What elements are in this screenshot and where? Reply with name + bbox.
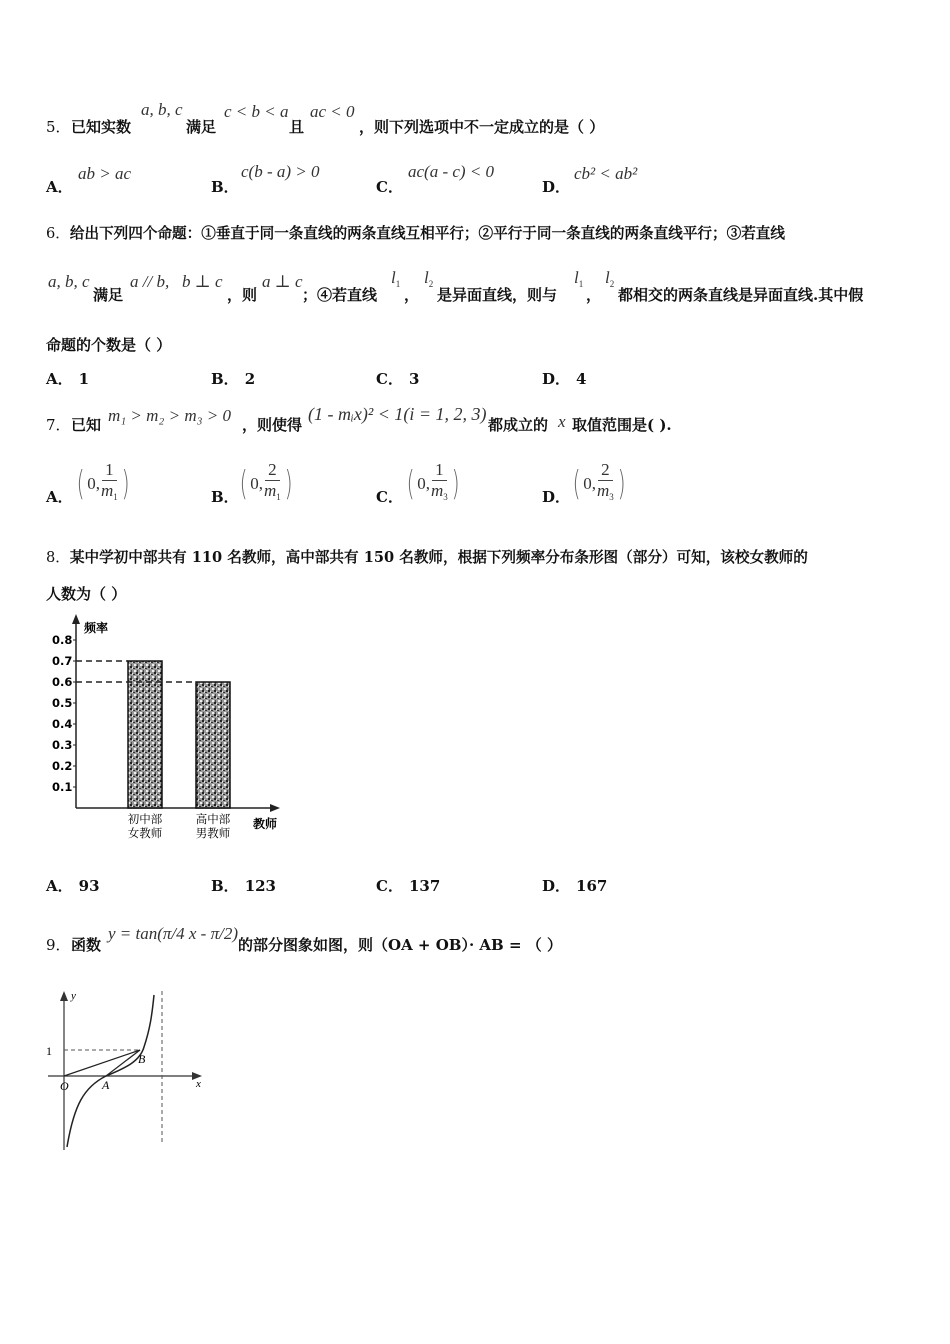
option-expr: c(b - a) > 0 bbox=[241, 162, 320, 181]
q6-text-satisfy: 满足 bbox=[93, 286, 124, 304]
chart-x-arrow bbox=[270, 804, 280, 812]
q9-post: 的部分图象如图，则（OA + OB）· AB = （ ） bbox=[238, 936, 562, 954]
label-x: x bbox=[196, 1078, 201, 1090]
q8-option-d[interactable] bbox=[542, 875, 607, 896]
segment-ob bbox=[64, 1050, 140, 1076]
q5-option-c[interactable] bbox=[376, 162, 536, 196]
q6-cond-result: a ⊥ c bbox=[262, 272, 303, 291]
chart-x-label: 教师 bbox=[253, 817, 278, 831]
chart-y-tick-label: 0.8 bbox=[52, 633, 73, 647]
q6-l2b: $l_2$ bbox=[605, 268, 615, 289]
y-axis-arrow bbox=[60, 991, 68, 1001]
q6-text-line1: 给出下列四个命题：①垂直于同一条直线的两条直线互相平行；②平行于同一条直线的两条直线平行；③若直线 bbox=[69, 225, 785, 242]
option-interval: ( 0, $\frac{2}{m_1}$ ) bbox=[239, 460, 293, 504]
q5-cond1: c < b < a bbox=[224, 102, 289, 121]
q5-vars: a, b, c bbox=[141, 100, 183, 119]
option-interval: ( 0, $\frac{2}{m_3}$ ) bbox=[572, 460, 626, 504]
q6-text-skew: 是异面直线，则与 bbox=[437, 286, 558, 304]
q7-stem bbox=[46, 402, 746, 442]
chart-category-label: 女教师 bbox=[127, 826, 163, 840]
q6-line1 bbox=[46, 222, 785, 243]
option-label: B． bbox=[211, 370, 239, 388]
q5-option-d[interactable] bbox=[542, 162, 702, 196]
q6-l1b: $l_1$ bbox=[574, 268, 584, 289]
q5-post: ，则下列选项中不一定成立的是（ ） bbox=[359, 118, 605, 136]
q6-text-then: ，则 bbox=[227, 286, 258, 304]
q8-line2: 人数为（ ） bbox=[46, 585, 127, 603]
q7-post1: 都成立的 bbox=[488, 416, 549, 434]
label-a: A bbox=[102, 1078, 110, 1092]
option-label: C． bbox=[376, 877, 403, 895]
option-expr: ab > ac bbox=[78, 164, 132, 183]
option-label: C． bbox=[376, 178, 403, 196]
q8-line1 bbox=[46, 546, 808, 567]
q7-cond: m₁ > m₂ > m₃ > 0 bbox=[108, 406, 231, 425]
frequency-bar-chart bbox=[46, 612, 286, 844]
option-label: A． bbox=[46, 370, 73, 388]
chart-bar bbox=[128, 661, 162, 808]
label-o: O bbox=[60, 1079, 69, 1093]
chart-y-tick-label: 0.7 bbox=[52, 654, 73, 668]
q7-inequality: (1 - mᵢx)² < 1(i = 1, 2, 3) bbox=[308, 404, 487, 424]
label-one: 1 bbox=[46, 1044, 52, 1058]
q7-mid: ，则使得 bbox=[242, 416, 303, 434]
q8-number: 8． bbox=[46, 549, 70, 566]
chart-category-label: 初中部 bbox=[127, 812, 163, 826]
option-value: 4 bbox=[576, 370, 587, 388]
q6-option-b[interactable] bbox=[211, 368, 255, 389]
q5-mid2: 且 bbox=[289, 118, 305, 136]
q9-stem bbox=[46, 912, 646, 962]
option-label: B． bbox=[211, 877, 239, 895]
q9-function: y = tan(π/4 x - π/2) bbox=[108, 924, 238, 943]
option-label: B． bbox=[211, 178, 239, 196]
chart-y-tick-label: 0.5 bbox=[52, 696, 73, 710]
q7-x-variable: x bbox=[558, 412, 566, 431]
q6-l1: $l_1$ bbox=[391, 268, 401, 289]
option-label: A． bbox=[46, 178, 73, 196]
chart-y-label: 频率 bbox=[84, 621, 109, 635]
option-interval: ( 0, $\frac{1}{m_1}$ ) bbox=[76, 460, 130, 504]
label-b: B bbox=[138, 1052, 146, 1066]
q8-option-a[interactable] bbox=[46, 875, 100, 896]
tan-function-graph bbox=[40, 985, 220, 1155]
q7-pre: 已知 bbox=[71, 416, 102, 434]
q5-pre: 已知实数 bbox=[71, 118, 132, 136]
q5-mid1: 满足 bbox=[186, 118, 217, 136]
segment-ab bbox=[106, 1050, 140, 1076]
option-value: 3 bbox=[408, 370, 420, 388]
q6-option-d[interactable] bbox=[542, 368, 586, 389]
chart-category-label: 高中部 bbox=[195, 812, 231, 826]
option-label: D． bbox=[542, 488, 571, 506]
q6-l2: $l_2$ bbox=[424, 268, 434, 289]
q6-text-end: 都相交的两条直线是异面直线.其中假 bbox=[618, 286, 864, 304]
option-expr: cb² < ab² bbox=[574, 164, 638, 183]
option-expr: ac(a - c) < 0 bbox=[408, 162, 495, 181]
option-label: D． bbox=[542, 370, 571, 388]
q9-pre: 函数 bbox=[71, 936, 102, 954]
option-value: 1 bbox=[78, 370, 90, 388]
q9-number: 9． bbox=[46, 936, 71, 954]
q6-comma: ， bbox=[404, 286, 420, 304]
q6-vars: a, b, c bbox=[48, 272, 90, 291]
q5-number: 5． bbox=[46, 118, 71, 136]
q7-post2: 取值范围是( ). bbox=[572, 416, 672, 434]
option-value: 2 bbox=[244, 370, 256, 388]
option-label: D． bbox=[542, 877, 571, 895]
q6-line3: 命题的个数是（ ） bbox=[46, 336, 172, 354]
q5-option-a[interactable] bbox=[46, 162, 206, 196]
q6-option-a[interactable] bbox=[46, 368, 89, 389]
option-label: B． bbox=[211, 488, 239, 506]
q8-option-b[interactable] bbox=[211, 875, 276, 896]
option-label: A． bbox=[46, 488, 73, 506]
option-value: 93 bbox=[78, 877, 100, 895]
q7-number: 7． bbox=[46, 416, 71, 434]
chart-bar bbox=[196, 682, 230, 808]
option-label: C． bbox=[376, 488, 403, 506]
option-label: C． bbox=[376, 370, 403, 388]
label-y: y bbox=[71, 990, 76, 1002]
chart-y-tick-label: 0.3 bbox=[52, 738, 73, 752]
chart-category-label: 男教师 bbox=[195, 826, 231, 840]
q6-cond-perp: b ⊥ c bbox=[182, 272, 223, 291]
q6-number: 6． bbox=[46, 225, 70, 242]
option-value: 167 bbox=[576, 877, 608, 895]
option-label: D． bbox=[542, 178, 571, 196]
option-label: A． bbox=[46, 877, 73, 895]
q6-text-if-lines: ；④若直线 bbox=[302, 286, 378, 304]
chart-y-tick-label: 0.4 bbox=[52, 717, 73, 731]
chart-y-tick-label: 0.6 bbox=[52, 675, 73, 689]
q8-option-c[interactable] bbox=[376, 875, 440, 896]
q6-option-c[interactable] bbox=[376, 368, 419, 389]
q6-cond-parallel: a // b, bbox=[130, 272, 170, 291]
q5-cond2: ac < 0 bbox=[310, 102, 355, 121]
option-value: 137 bbox=[408, 877, 441, 895]
q5-option-b[interactable] bbox=[211, 162, 371, 196]
q6-line2 bbox=[46, 270, 906, 310]
option-value: 123 bbox=[244, 877, 276, 895]
q6-comma-b: ， bbox=[586, 286, 602, 304]
chart-y-tick-label: 0.1 bbox=[52, 780, 73, 794]
chart-y-arrow bbox=[72, 614, 80, 624]
option-interval: ( 0, $\frac{1}{m_3}$ ) bbox=[406, 460, 460, 504]
chart-y-tick-label: 0.2 bbox=[52, 759, 73, 773]
q8-text-line1: 某中学初中部共有 110 名教师，高中部共有 150 名教师，根据下列频率分布条形图（部分）可知，该校女教师的 bbox=[69, 549, 808, 566]
